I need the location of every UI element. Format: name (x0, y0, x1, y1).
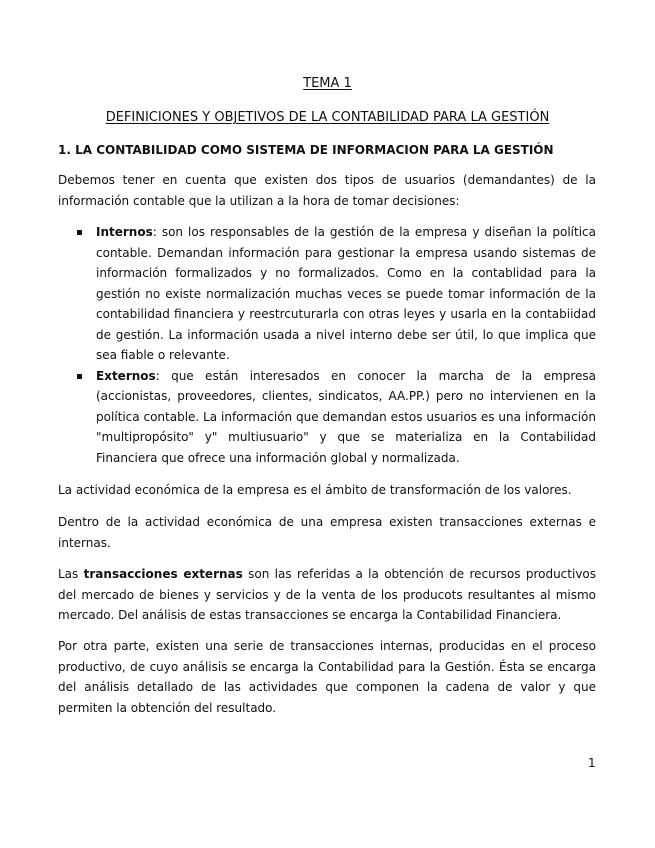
paragraph-text: son las referidas a la obtención de recursos productivos del mercado de bienes y servicios y de la venta de los producots resultantes al mismo mercado. Del análisis de estas transacciones se encarga la Contabilidad Financiera. (58, 567, 597, 622)
section-title: 1. LA CONTABILIDAD COMO SISTEMA DE INFORMACION PARA LA GESTIÓN (58, 143, 554, 157)
paragraph-lead: Las (58, 567, 84, 581)
bullet-square-icon (77, 230, 82, 235)
bullet-square-icon (77, 374, 82, 379)
transacciones-paragraph: Dentro de la actividad económica de una empresa existen transacciones externas e internas. (58, 515, 596, 550)
intro-paragraph: Debemos tener en cuenta que existen dos tipos de usuarios (demandantes) de la información contable que la utilizan a la hora de tomar decisiones: (58, 173, 596, 208)
chapter-heading: DEFINICIONES Y OBJETIVOS DE LA CONTABILIDAD PARA LA GESTIÓN (105, 110, 550, 125)
tema-title: TEMA 1 (303, 76, 352, 91)
bullet-term: Internos (96, 225, 153, 239)
list-item-internos (96, 222, 596, 366)
actividad-paragraph: La actividad económica de la empresa es el ámbito de transformación de los valores. (58, 483, 572, 497)
bullet-term: Externos (96, 368, 156, 383)
list-item-externos (96, 366, 596, 469)
transacciones-externas-paragraph (58, 564, 596, 626)
bullet-text: : son los responsables de la gestión de la empresa y diseñan la política contable. Demandan información para gestionar la empresa usando sistemas de información formalizados y no formalizados. Como en la contablidad para la gestión no existe normalización muchas veces se puede tomar información de la contabilidad financiera y reestrcuturarla con otras leyes y usarla en la contabiidad de gestión. La información usada a nivel interno debe ser útil, lo que implica que sea fiable o relevante. (96, 225, 596, 362)
bullet-text: : que están interesados en conocer la marcha de la empresa (accionistas, proveedores, clientes, sindicatos, AA.PP.) pero no intervienen en la política contable. La información que demandan estos usuarios es una información "multipropósito" y" multiusuario" y que se materializa en la Contabilidad Financiera que ofrece una información global y normalizada. (96, 368, 596, 465)
user-types-list (96, 222, 596, 468)
transacciones-internas-paragraph: Por otra parte, existen una serie de transacciones internas, producidas en el proceso productivo, de cuyo análisis se encarga la Contabilidad para la Gestión. Ésta se encarga del análisis detallado de las actividades que componen la cadena de valor y que permiten la obtención del resultado. (58, 639, 596, 715)
page-number: 1 (588, 756, 596, 770)
paragraph-term: transacciones externas (83, 567, 243, 581)
